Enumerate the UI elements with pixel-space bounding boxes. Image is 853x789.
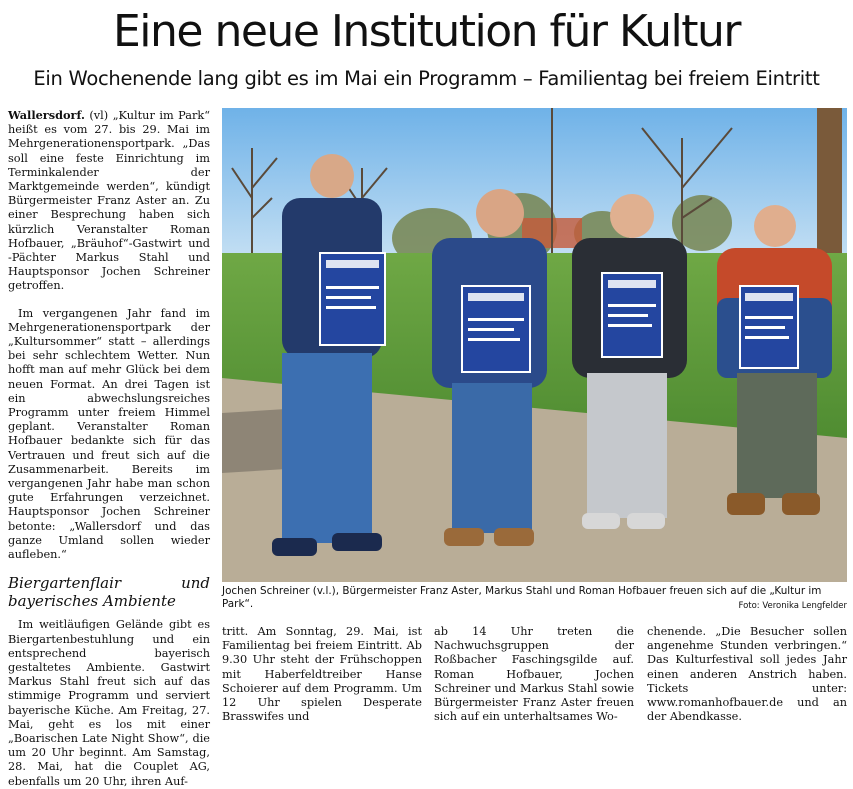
article-column-2 [222, 625, 422, 724]
poster-1 [320, 253, 385, 345]
article-photo [222, 108, 847, 582]
paragraph-col4: chenende. „Die Besucher sollen angenehme Stunden verbringen.“ Das Kulturfestival soll jedes Jahr einen anderen Anstrich haben. Tickets unter: www.romanhofbauer.de und an der Abendkasse. [647, 625, 847, 724]
article-column-3 [434, 625, 634, 724]
photo-illustration [222, 108, 847, 582]
paragraph-intro-text: „Kultur im Park“ heißt es vom 27. bis 29. Mai im Mehrgenerationensportpark. „Das soll eine feste Einrichtung im Terminkalender der Marktgemeinde werden“, kündigt Bürgermeister Franz Aster an. Zu einer Besprechung haben sich kürzlich Veranstalter Roman Hofbauer, „Bräuhof“-Gastwirt und -Pächter Markus Stahl und Hauptsponsor Jochen Schreiner getroffen. [8, 109, 211, 293]
photo-credit: Foto: Veronika Lengfelder [738, 601, 847, 611]
article-column-1 [8, 108, 210, 789]
photo-caption: Jochen Schreiner (v.l.), Bürgermeister Franz Aster, Markus Stahl und Roman Hofbauer freuen sich auf die „Kultur im Park“. [222, 585, 822, 610]
section-subtitle: Biergartenflair und bayerisches Ambiente [8, 574, 210, 611]
dateline: Wallersdorf. [8, 108, 85, 122]
subheadline: Ein Wochenende lang gibt es im Mai ein Programm – Familientag bei freiem Eintritt [33, 67, 820, 90]
person-1 [272, 154, 382, 556]
paragraph-intro [8, 108, 210, 294]
poster-3 [602, 273, 662, 357]
headline: Eine neue Institution für Kultur [113, 6, 740, 57]
author-tag: (vl) [89, 109, 109, 122]
poster-2 [462, 286, 530, 372]
article-column-4 [647, 625, 847, 724]
poster-4 [740, 286, 798, 368]
paragraph-col3: ab 14 Uhr treten die Nachwuchsgruppen der Roßbacher Faschingsgilde auf. Roman Hofbauer, Jochen Schreiner und Markus Stahl sowie Bürgermeister Franz Aster freuen sich auf ein unterhaltsames Wo- [434, 625, 634, 724]
paragraph-2: Im vergangenen Jahr fand im Mehrgenerationensportpark der „Kultursommer“ statt – allerdings bei sehr schlechtem Wetter. Nun hofft man auf mehr Glück bei dem neuen Format. An drei Tagen ist ein abwechslungsreiches Programm unter freiem Himmel geplant. Veranstalter Roman Hofbauer bedankte sich für das Vertrauen und freut sich auf die Zusammenarbeit. Bereits im vergangenen Jahr habe man schon gute Erfahrungen verzeichnet. Hauptsponsor Jochen Schreiner betonte: „Wallersdorf und das ganze Umland sollen wieder aufleben.“ [8, 306, 210, 562]
paragraph-col2: tritt. Am Sonntag, 29. Mai, ist Familientag bei freiem Eintritt. Ab 9.30 Uhr steht der Frühschoppen mit Haberfeldtreiber Hanse Schoierer auf dem Programm. Um 12 Uhr spielen Desperate Brasswifes und [222, 625, 422, 724]
paragraph-3: Im weitläufigen Gelände gibt es Biergartenbestuhlung und ein entsprechend bayerisch gestaltetes Ambiente. Gastwirt Markus Stahl freut sich auf das stimmige Programm und serviert bayerische Küche. Am Freitag, 27. Mai, geht es los mit einer „Boarischen Late Night Show“, die um 20 Uhr beginnt. Am Samstag, 28. Mai, hat die Couplet AG, ebenfalls um 20 Uhr, ihren Auf- [8, 618, 210, 788]
